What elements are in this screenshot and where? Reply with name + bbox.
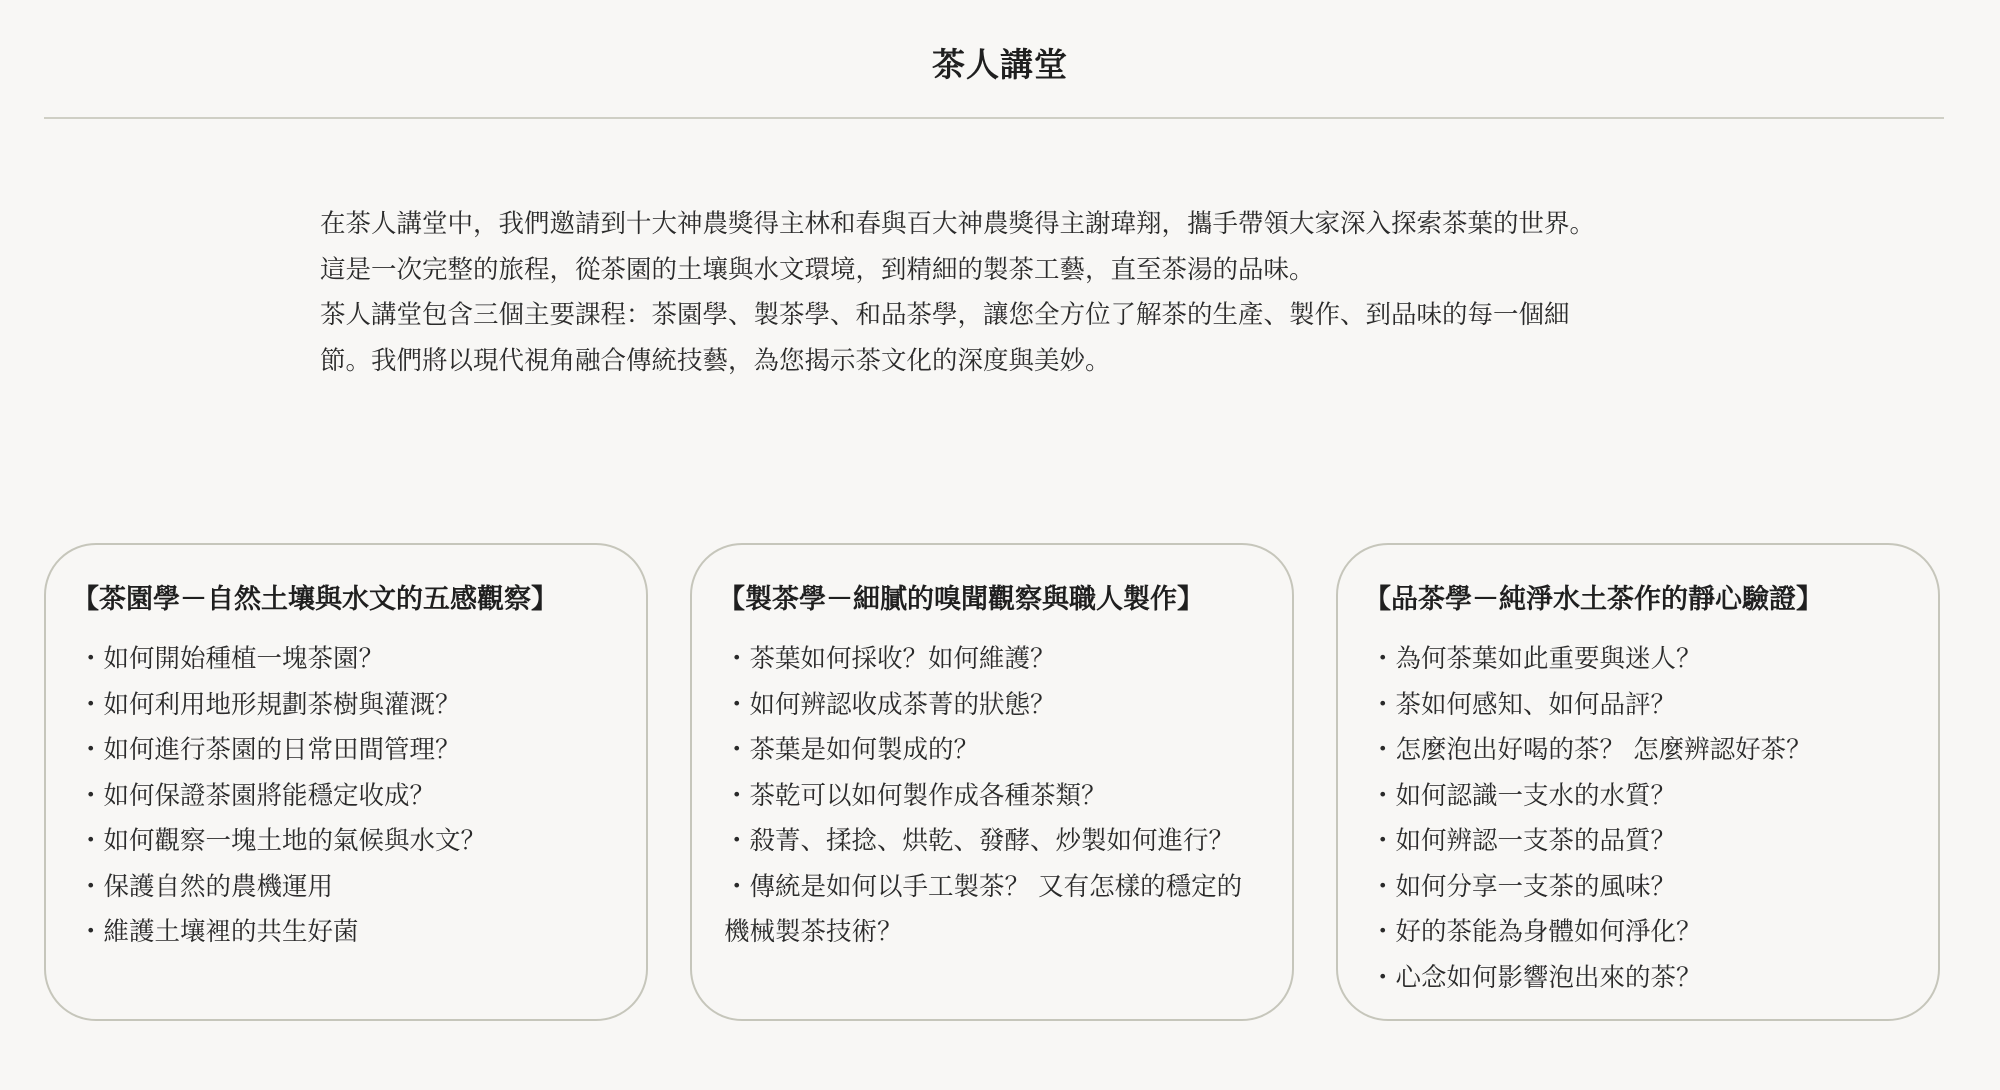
list-item: ・茶葉如何採收？如何維護？ bbox=[724, 644, 1056, 674]
course-topic-list bbox=[1370, 637, 1925, 1001]
list-item: ・如何進行茶園的日常田間管理？ bbox=[78, 735, 461, 765]
intro-line: 茶人講堂包含三個主要課程：茶園學、製茶學、和品茶學，讓您全方位了解茶的生產、製作、到品味的每一個細 bbox=[320, 300, 1570, 330]
list-item: ・維護土壤裡的共生好菌 bbox=[78, 917, 359, 947]
course-card-tea-tasting bbox=[1336, 543, 1940, 1021]
course-topic-list bbox=[724, 637, 1279, 956]
course-card-tea-making bbox=[690, 543, 1294, 1021]
course-title: 【品茶學－純淨水土茶作的靜心驗證】 bbox=[1364, 584, 1823, 615]
list-item: ・好的茶能為身體如何淨化？ bbox=[1370, 917, 1702, 947]
list-item: ・如何辨認收成茶菁的狀態？ bbox=[724, 689, 1056, 720]
list-item: ・如何利用地形規劃茶樹與灌溉？ bbox=[78, 689, 461, 720]
course-title: 【製茶學－細膩的嗅聞觀察與職人製作】 bbox=[718, 584, 1204, 615]
list-item: ・茶乾可以如何製作成各種茶類？ bbox=[724, 780, 1107, 811]
list-item: ・如何辨認一支茶的品質？ bbox=[1370, 826, 1677, 856]
list-item: ・茶如何感知、如何品評？ bbox=[1370, 689, 1677, 720]
list-item: 機械製茶技術？ bbox=[724, 917, 903, 947]
list-item: ・如何觀察一塊土地的氣候與水文？ bbox=[78, 826, 487, 856]
list-item: ・傳統是如何以手工製茶？ 又有怎樣的穩定的 bbox=[724, 871, 1243, 902]
list-item: ・怎麼泡出好喝的茶？ 怎麼辨認好茶？ bbox=[1370, 735, 1812, 765]
intro-text bbox=[320, 202, 1680, 384]
list-item: ・保護自然的農機運用 bbox=[78, 871, 334, 902]
list-item: ・殺菁、揉捻、烘乾、發酵、炒製如何進行？ bbox=[724, 826, 1235, 856]
title-divider bbox=[44, 117, 1944, 119]
intro-line: 這是一次完整的旅程，從茶園的土壤與水文環境，到精細的製茶工藝，直至茶湯的品味。 bbox=[320, 254, 1315, 285]
list-item: ・如何認識一支水的水質？ bbox=[1370, 780, 1677, 811]
list-item: ・如何保證茶園將能穩定收成？ bbox=[78, 780, 436, 811]
page-title: 茶人講堂 bbox=[932, 45, 1068, 84]
list-item: ・茶葉是如何製成的？ bbox=[724, 735, 980, 765]
course-card-tea-garden bbox=[44, 543, 648, 1021]
list-item: ・如何開始種植一塊茶園？ bbox=[78, 644, 385, 674]
list-item: ・如何分享一支茶的風味？ bbox=[1370, 871, 1677, 902]
course-topic-list bbox=[78, 637, 633, 956]
list-item: ・心念如何影響泡出來的茶？ bbox=[1370, 962, 1702, 993]
course-title: 【茶園學－自然土壤與水文的五感觀察】 bbox=[72, 584, 558, 615]
intro-line: 在茶人講堂中，我們邀請到十大神農獎得主林和春與百大神農獎得主謝瑋翔，攜手帶領大家深入探索茶葉的世界。 bbox=[320, 209, 1596, 239]
intro-line: 節。我們將以現代視角融合傳統技藝，為您揭示茶文化的深度與美妙。 bbox=[320, 345, 1111, 376]
list-item: ・為何茶葉如此重要與迷人？ bbox=[1370, 644, 1702, 674]
